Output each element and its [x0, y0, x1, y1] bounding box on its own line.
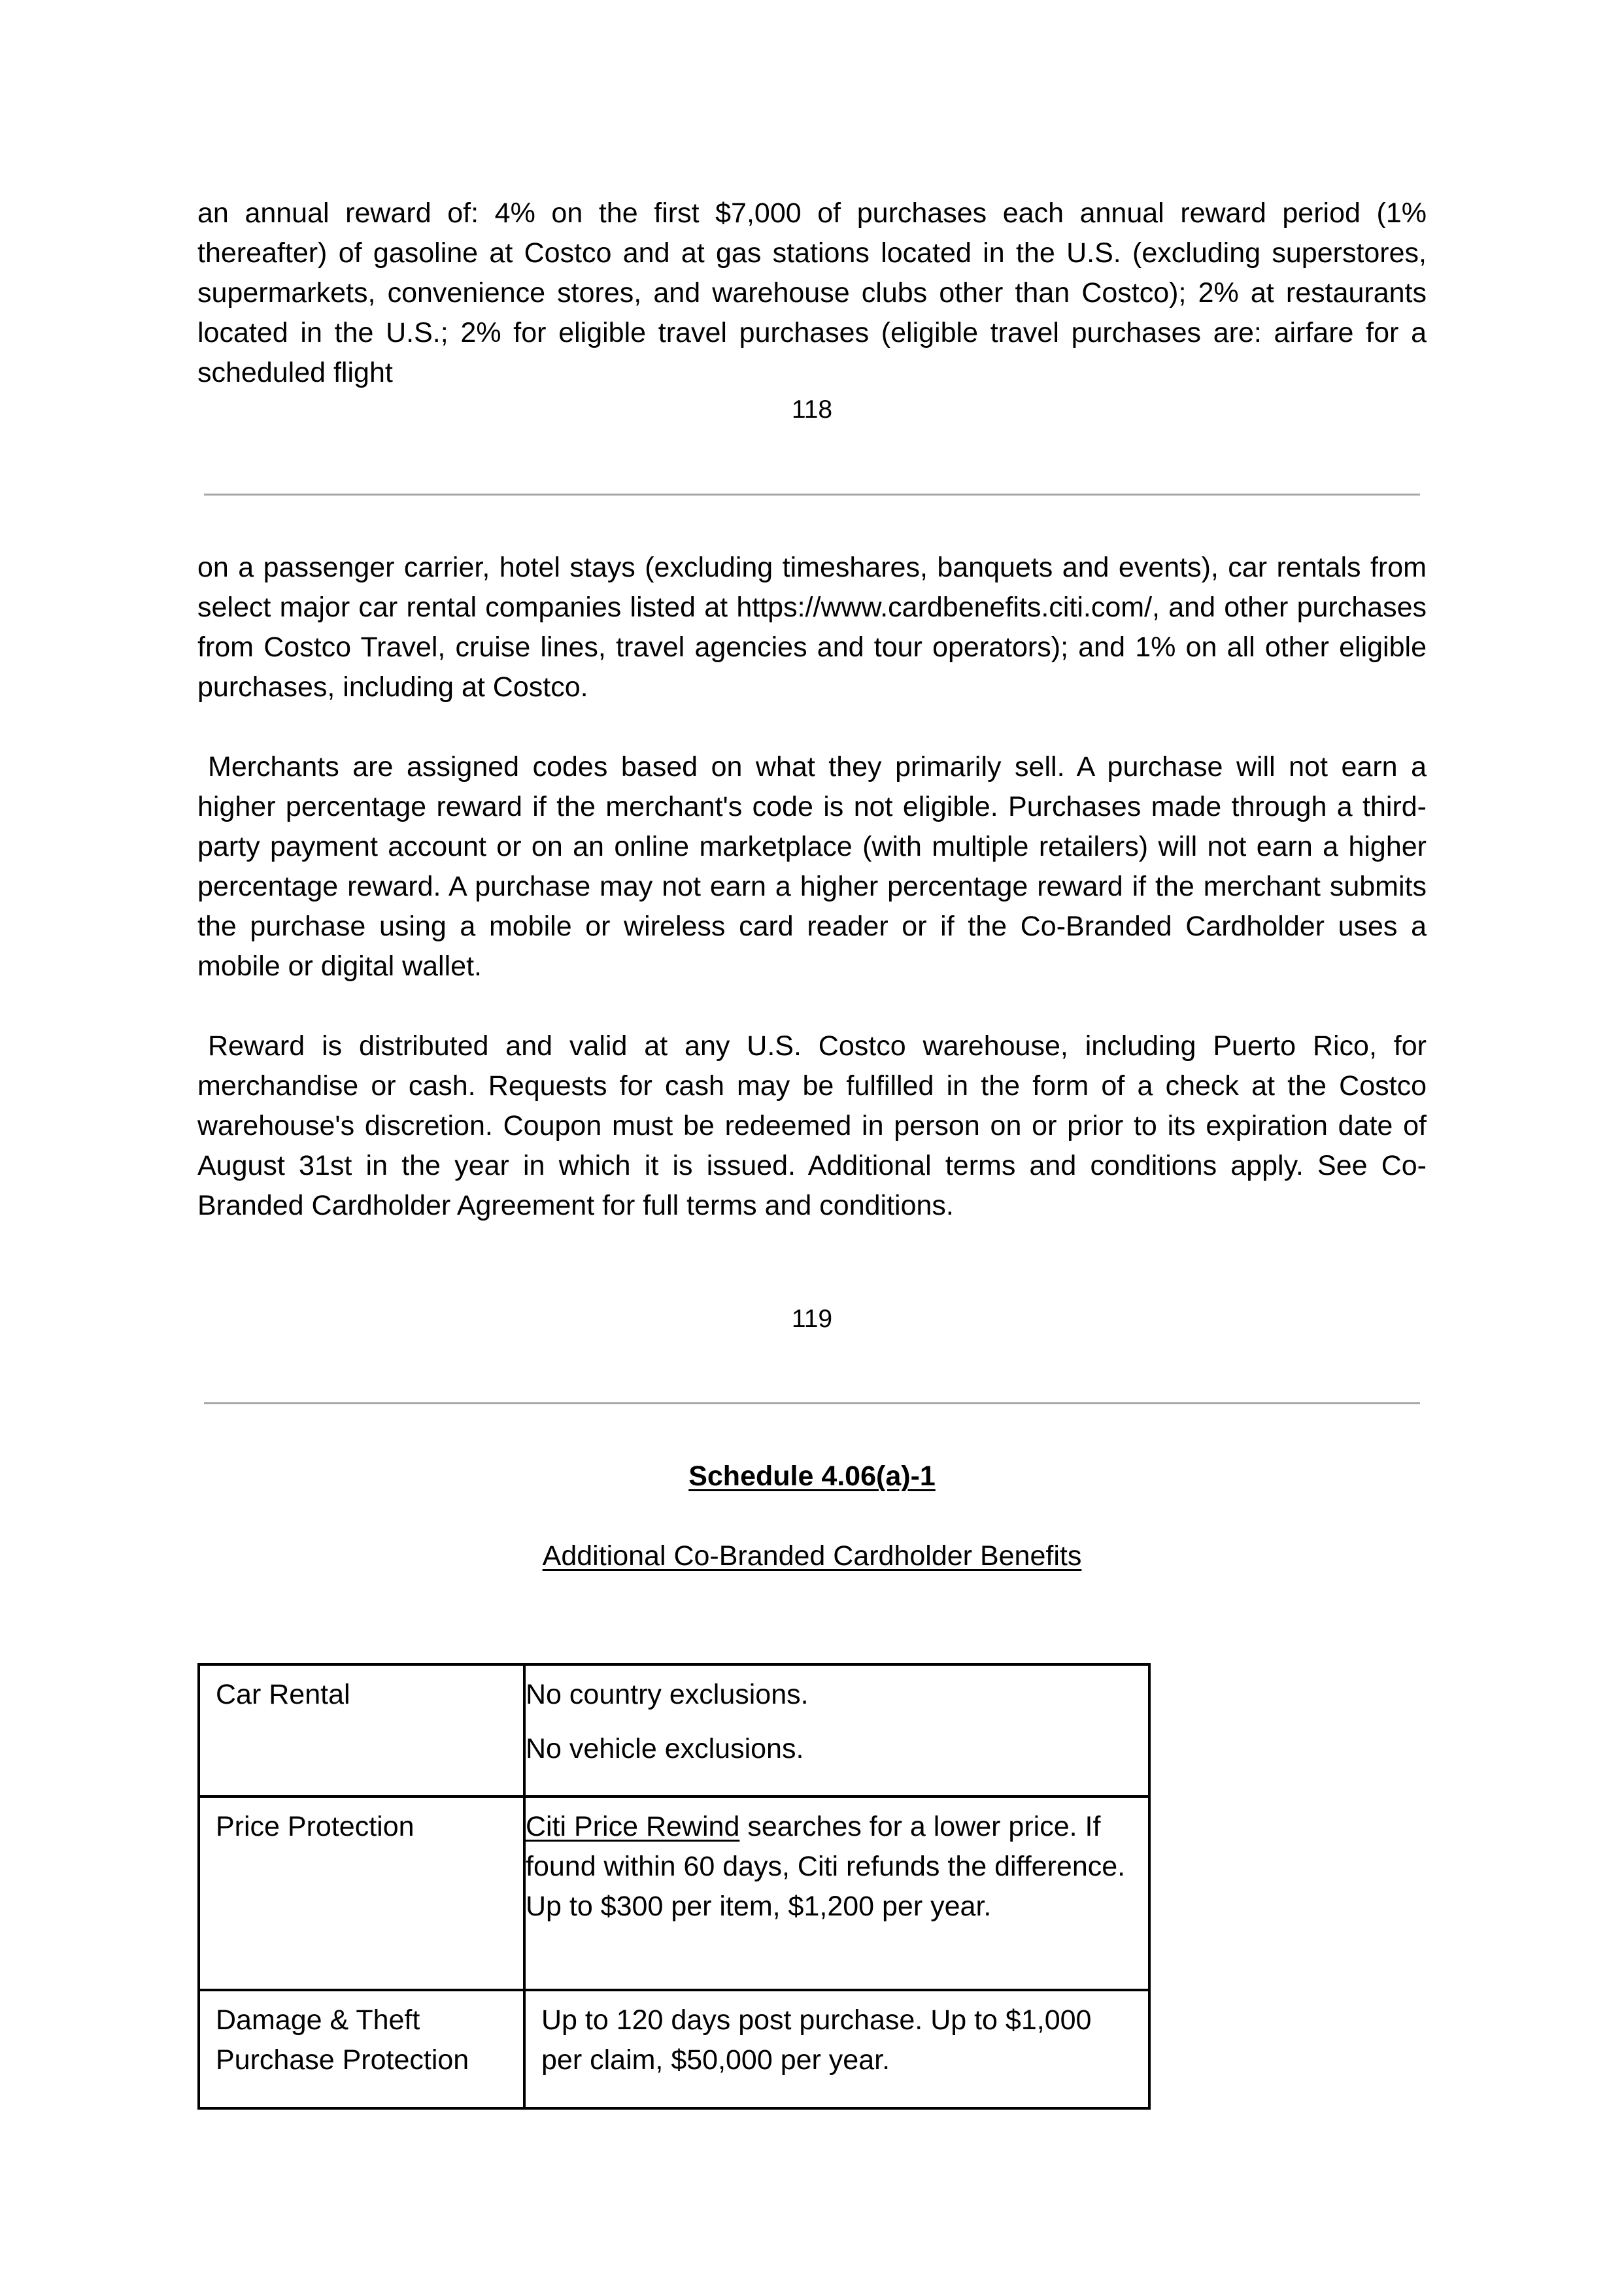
benefit-label: Car Rental — [199, 1664, 524, 1796]
page-number-118: 118 — [791, 396, 833, 424]
page-number-119: 119 — [791, 1305, 833, 1333]
benefit-text: Up to 120 days post purchase. Up to $1,000 per claim, $50,000 per year. — [541, 2004, 1092, 2076]
benefit-label: Damage & Theft Purchase Protection — [199, 1990, 524, 2108]
schedule-subtitle: Additional Co-Branded Cardholder Benefits — [542, 1540, 1082, 1572]
benefit-description — [524, 1796, 1149, 1990]
benefit-line: No country exclusions. — [526, 1679, 809, 1710]
page-118-paragraph: an annual reward of: 4% on the first $7,000 of purchases each annual reward period (1% thereafter) of gasoline at Costco and at gas stations located in the U.S. (excluding superstores, supermarkets, convenience stores, and warehouse clubs other than Costco); 2% at restaurants located in the U.S.; 2% for eligible travel purchases (eligible travel purchases are: airfare for a scheduled flight — [197, 197, 1427, 388]
benefit-description — [524, 1664, 1149, 1796]
benefit-description — [524, 1990, 1149, 2108]
page-119-paragraph-3: Reward is distributed and valid at any U.S. Costco warehouse, including Puerto Rico, for merchandise or cash. Requests for cash may be fulfilled in the form of a check at the Costco warehouse's discretion. Coupon must be redeemed in person on or prior to its expiration date of August 31st in the year in which it is issued. Additional terms and conditions apply. See Co-Branded Cardholder Agreement for full terms and conditions. — [197, 1030, 1427, 1221]
citi-price-rewind-link[interactable]: Citi Price Rewind — [526, 1811, 740, 1842]
table-row — [199, 1664, 1149, 1796]
benefit-text — [526, 1807, 1128, 1927]
page-break-divider — [204, 494, 1420, 496]
benefit-label: Price Protection — [199, 1796, 524, 1990]
benefit-text-rest: searches for a lower price. If found within 60 days, Citi refunds the difference. Up to $300 per item, $1,200 per year. — [526, 1811, 1126, 1922]
benefit-line: No vehicle exclusions. — [526, 1733, 804, 1764]
table-row — [199, 1796, 1149, 1990]
table-row — [199, 1990, 1149, 2108]
page-119-paragraph-1: on a passenger carrier, hotel stays (excluding timeshares, banquets and events), car rentals from select major car rental companies listed at https://www.cardbenefits.citi.com/, and other purchases from Costco Travel, cruise lines, travel agencies and tour operators); and 1% on all other eligible purchases, including at Costco. — [197, 552, 1427, 703]
benefits-table — [197, 1663, 1151, 2110]
page-break-divider — [204, 1402, 1420, 1404]
page-119-paragraph-2: Merchants are assigned codes based on what they primarily sell. A purchase will not earn a higher percentage reward if the merchant's code is not eligible. Purchases made through a third-party payment account or on an online marketplace (with multiple retailers) will not earn a higher percentage reward. A purchase may not earn a higher percentage reward if the merchant submits the purchase using a mobile or wireless card reader or if the Co-Branded Cardholder uses a mobile or digital wallet. — [197, 751, 1427, 982]
schedule-title: Schedule 4.06(a)-1 — [688, 1460, 936, 1492]
